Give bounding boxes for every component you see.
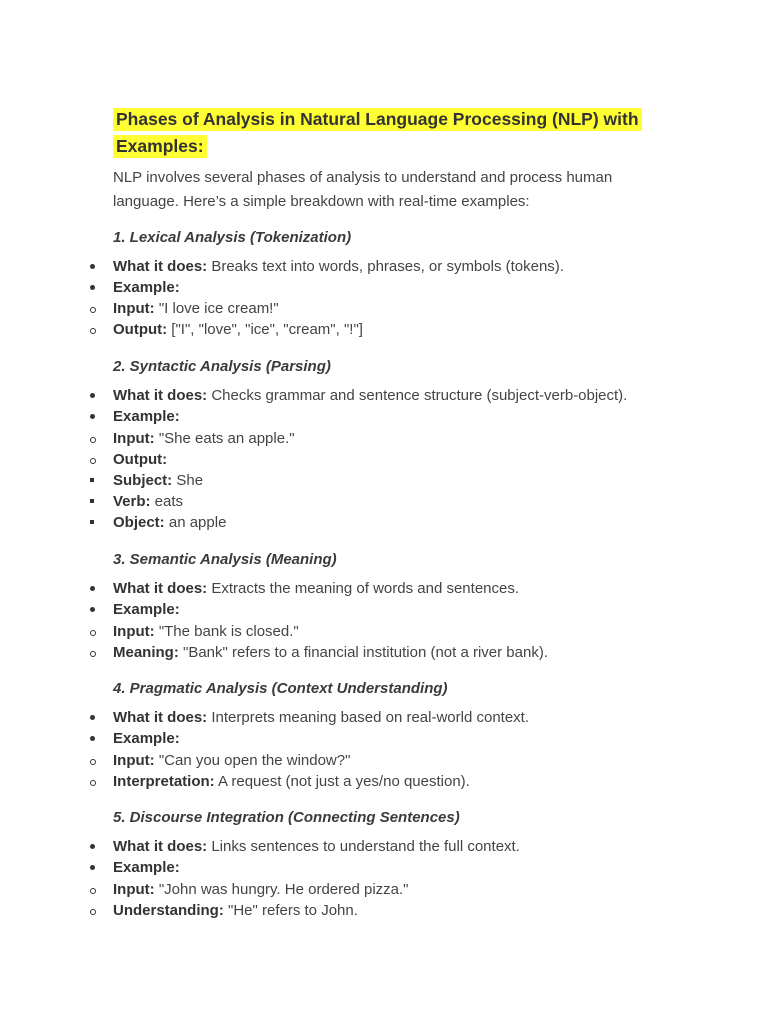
list-item: What it does: Links sentences to understand the full context. bbox=[113, 838, 520, 855]
bullet-square bbox=[88, 512, 98, 533]
document-title bbox=[113, 106, 673, 160]
bullet-disc bbox=[88, 836, 98, 857]
list-item: Example: bbox=[113, 408, 180, 425]
bullet-disc bbox=[88, 385, 98, 406]
bullet-disc bbox=[88, 578, 98, 599]
list-item: Verb: eats bbox=[113, 493, 184, 510]
list-item: Input: "Can you open the window?" bbox=[113, 752, 351, 769]
bullet-circle bbox=[88, 298, 98, 319]
bullet-circle bbox=[88, 771, 98, 792]
bullet-disc bbox=[88, 256, 98, 277]
bullet-disc bbox=[88, 406, 98, 427]
list-item: Example: bbox=[113, 730, 180, 747]
list-item: Input: "John was hungry. He ordered pizza." bbox=[113, 881, 409, 898]
list-item: Input: "I love ice cream!" bbox=[113, 300, 279, 317]
list-item: Meaning: "Bank" refers to a financial institution (not a river bank). bbox=[113, 644, 548, 661]
bullet-disc bbox=[88, 707, 98, 728]
bullet-square bbox=[88, 491, 98, 512]
bullet-circle bbox=[88, 319, 98, 340]
title-highlight: Phases of Analysis in Natural Language Processing (NLP) with Examples: bbox=[113, 108, 642, 158]
list-item: What it does: Interprets meaning based on real-world context. bbox=[113, 709, 530, 726]
bullet-circle bbox=[88, 642, 98, 663]
bullet-circle bbox=[88, 879, 98, 900]
list-item: Input: "She eats an apple." bbox=[113, 430, 295, 447]
intro-paragraph: NLP involves several phases of analysis to understand and process human language. Here’s a simple breakdown with real-time examples: bbox=[113, 169, 613, 210]
list-item: Output: bbox=[113, 451, 168, 468]
section-heading-semantic: 3. Semantic Analysis (Meaning) bbox=[113, 551, 337, 568]
section-heading-lexical: 1. Lexical Analysis (Tokenization) bbox=[113, 229, 352, 246]
section-heading-pragmatic: 4. Pragmatic Analysis (Context Understanding) bbox=[113, 680, 448, 697]
section-heading-discourse: 5. Discourse Integration (Connecting Sentences) bbox=[113, 809, 460, 826]
bullet-circle bbox=[88, 449, 98, 470]
bullet-disc bbox=[88, 728, 98, 749]
bullet-circle bbox=[88, 900, 98, 921]
bullet-circle bbox=[88, 621, 98, 642]
bullet-circle bbox=[88, 750, 98, 771]
bullet-circle bbox=[88, 428, 98, 449]
list-item: Interpretation: A request (not just a yes/no question). bbox=[113, 773, 470, 790]
list-item: What it does: Breaks text into words, phrases, or symbols (tokens). bbox=[113, 258, 564, 275]
list-item: Output: ["I", "love", "ice", "cream", "!"] bbox=[113, 321, 363, 338]
bullet-disc bbox=[88, 599, 98, 620]
section-heading-syntactic: 2. Syntactic Analysis (Parsing) bbox=[113, 358, 331, 375]
list-item: Example: bbox=[113, 859, 180, 876]
bullet-disc bbox=[88, 277, 98, 298]
list-item: Subject: She bbox=[113, 472, 204, 489]
list-item: Example: bbox=[113, 279, 180, 296]
list-item: Input: "The bank is closed." bbox=[113, 623, 299, 640]
list-item: Example: bbox=[113, 601, 180, 618]
bullet-disc bbox=[88, 857, 98, 878]
bullet-square bbox=[88, 470, 98, 491]
list-item: What it does: Checks grammar and sentence structure (subject-verb-object). bbox=[113, 387, 628, 404]
list-item: Object: an apple bbox=[113, 514, 227, 531]
list-item: Understanding: "He" refers to John. bbox=[113, 902, 358, 919]
list-item: What it does: Extracts the meaning of words and sentences. bbox=[113, 580, 520, 597]
